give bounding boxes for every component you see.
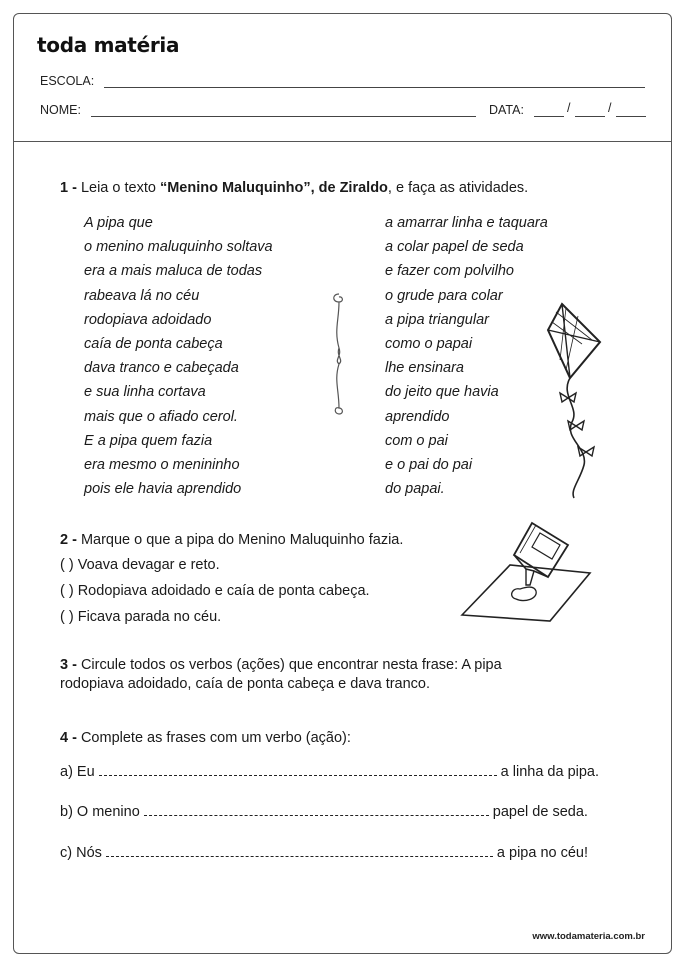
poem-line: como o papai <box>385 336 473 353</box>
poem-line: A pipa que <box>84 215 153 231</box>
poem-line: era mesmo o menininho <box>84 457 240 474</box>
poem-line: com o pai <box>385 432 448 449</box>
poem-line: lhe ensinara <box>385 360 464 377</box>
option-3[interactable]: ( ) Ficava parada no céu. <box>60 609 222 625</box>
question-2: 2 - Marque o que a pipa do Menino Maluquinho fazia. <box>60 532 404 548</box>
ornament-divider-icon <box>328 290 350 420</box>
poem-line: a amarrar linha e taquara <box>385 215 548 231</box>
kite-icon <box>540 300 610 500</box>
option-2[interactable]: ( ) Rodopiava adoidado e caía de ponta cabeça. <box>60 583 370 599</box>
escola-label: ESCOLA: <box>40 74 95 88</box>
poem-line: dava tranco e cabeçada <box>84 360 239 377</box>
date-month-field[interactable] <box>575 116 605 117</box>
fill-blank-c[interactable] <box>106 846 493 857</box>
nome-label: NOME: <box>40 103 81 117</box>
poem-left-column <box>84 211 273 501</box>
date-separator: / <box>567 101 571 115</box>
poem-line: pois ele havia aprendido <box>84 481 242 498</box>
poem-line: rabeava lá no céu <box>84 287 200 304</box>
glue-bottle-icon <box>460 515 610 625</box>
fill-sentence-a: a) Eu a linha da pipa. <box>60 764 600 780</box>
fill-blank-a[interactable] <box>99 765 497 776</box>
date-day-field[interactable] <box>534 116 564 117</box>
poem-line: do papai. <box>385 481 445 498</box>
poem-line: rodopiava adoidado <box>84 311 212 328</box>
poem-line: do jeito que havia <box>385 384 499 401</box>
question-number: 4 - <box>60 730 77 746</box>
data-label: DATA: <box>489 103 524 117</box>
poem-line: mais que o afiado cerol. <box>84 408 238 425</box>
question-number: 2 - <box>60 532 77 548</box>
question-1: 1 - Leia o texto “Menino Maluquinho”, de Ziraldo, e faça as atividades. <box>60 180 529 196</box>
poem-line: aprendido <box>385 408 450 425</box>
poem-right-column <box>385 211 548 501</box>
poem-line: E a pipa quem fazia <box>84 432 213 449</box>
header-divider <box>13 141 672 142</box>
fill-blank-b[interactable] <box>144 805 489 816</box>
poem-line: e fazer com polvilho <box>385 263 514 280</box>
poem-line: era a mais maluca de todas <box>84 263 263 280</box>
logo: toda matéria <box>37 33 180 57</box>
question-number: 1 - <box>60 180 77 196</box>
poem-line: o grude para colar <box>385 287 503 304</box>
footer-url[interactable]: www.todamateria.com.br <box>532 931 645 942</box>
fill-sentence-c: c) Nós a pipa no céu! <box>60 845 589 861</box>
poem-line: a colar papel de seda <box>385 239 524 256</box>
question-3: 3 - Circule todos os verbos (ações) que encontrar nesta frase: A pipa <box>60 657 502 673</box>
question-4: 4 - Complete as frases com um verbo (ação): <box>60 730 351 746</box>
date-year-field[interactable] <box>616 116 646 117</box>
nome-field[interactable] <box>91 116 476 117</box>
date-separator: / <box>608 101 612 115</box>
poem-line: a pipa triangular <box>385 311 489 328</box>
poem-line: caía de ponta cabeça <box>84 336 223 353</box>
poem-line: e sua linha cortava <box>84 384 206 401</box>
poem-line: e o pai do pai <box>385 457 473 474</box>
question-3-continuation: rodopiava adoidado, caía de ponta cabeça e dava tranco. <box>60 676 431 692</box>
question-number: 3 - <box>60 657 77 673</box>
option-1[interactable]: ( ) Voava devagar e reto. <box>60 557 220 573</box>
fill-sentence-b: b) O menino papel de seda. <box>60 804 588 820</box>
poem-line: o menino maluquinho soltava <box>84 239 273 256</box>
escola-field[interactable] <box>104 87 645 88</box>
text-title: “Menino Maluquinho”, de Ziraldo <box>159 180 388 196</box>
